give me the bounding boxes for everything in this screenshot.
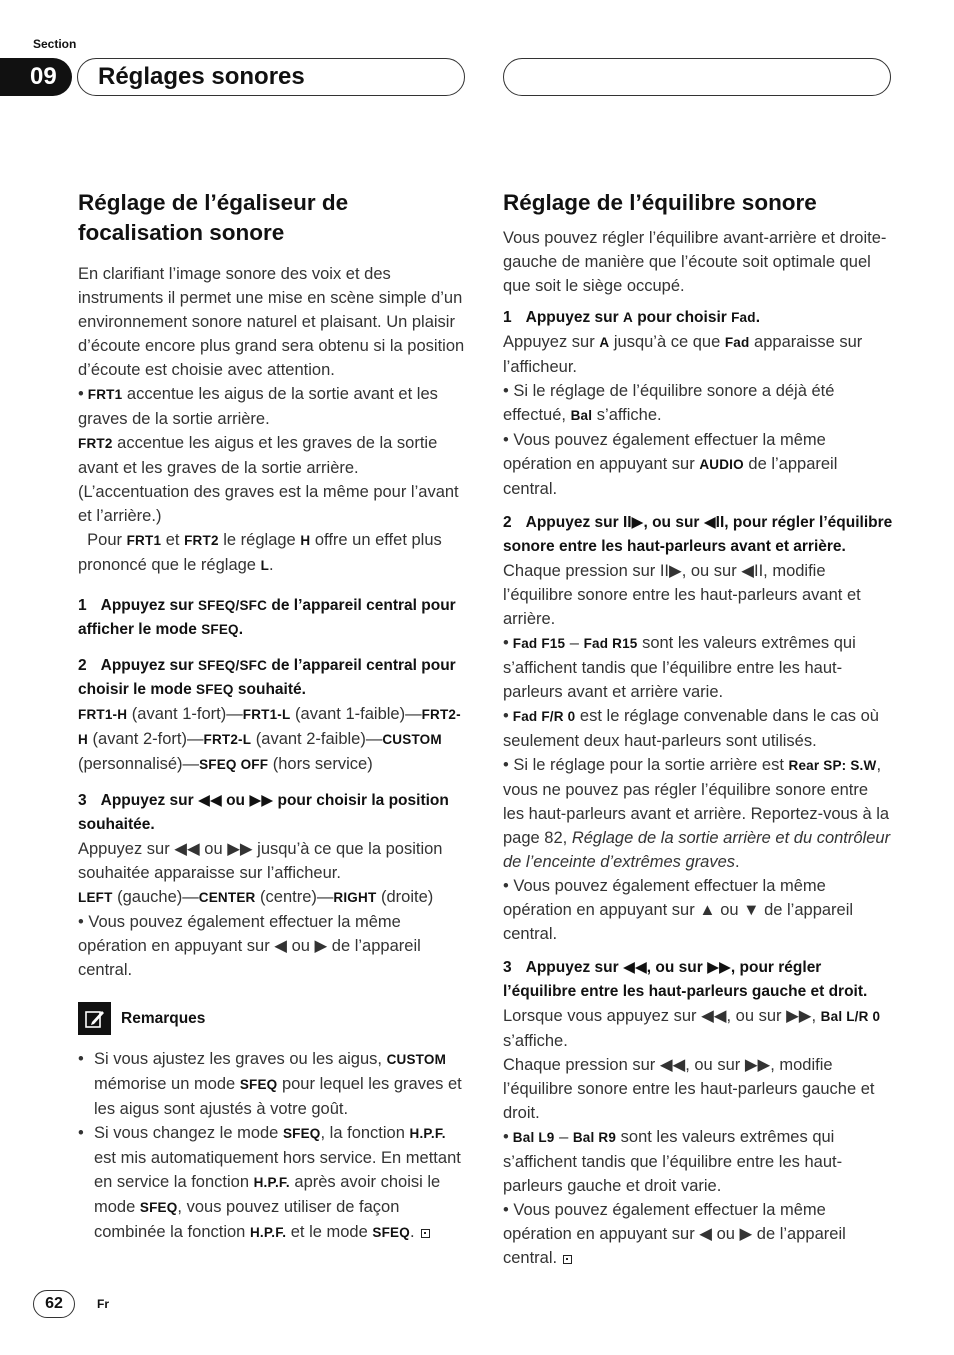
text: (avant 1-faible)— (290, 705, 422, 723)
step-2-bullet-4: • Vous pouvez également effectuer la même opération en appuyant sur ▲ ou ▼ de l’appareil central. (503, 877, 854, 943)
key-fad-fr0: Fad F/R 0 (512, 709, 576, 724)
bullet: • (78, 1050, 84, 1068)
key-bal-r9: Bal R9 (572, 1130, 617, 1145)
section-title: Réglages sonores (98, 63, 305, 90)
key-bal-lr0: Bal L/R 0 (820, 1009, 881, 1024)
key-frt2: FRT2 (184, 533, 219, 548)
mode-frt2-l: FRT2-L (203, 732, 252, 747)
text: , la fonction (320, 1124, 410, 1142)
step-2-bullet-1 (503, 631, 893, 704)
key-sfeq: SFEQ (282, 1126, 321, 1141)
text: de l’appareil central pour choisir le mode (78, 657, 456, 698)
text: (gauche)— (112, 888, 199, 906)
text: Appuyez sur (100, 657, 198, 674)
text: , vous ne pouvez pas régler l’équilibre sonore entre les haut-parleurs avant et arrière. Reportez-vous à la page 82, (503, 756, 890, 847)
bullet: • (503, 634, 509, 652)
pos-left: LEFT (78, 890, 113, 905)
language-code: Fr (97, 1297, 109, 1311)
text: après avoir choisi le mode (94, 1173, 441, 1216)
text: . (735, 853, 740, 871)
step-number: 3 (503, 959, 512, 976)
key-sfeq: SFEQ (372, 1225, 410, 1240)
key-rear-sp-sw: Rear SP: S.W (788, 758, 877, 773)
step-2-bullet-3 (503, 753, 893, 874)
key-custom: CUSTOM (386, 1052, 447, 1067)
heading-focus-equalizer: Réglage de l’égaliseur de focalisation sonore (78, 190, 349, 245)
text: Appuyez sur ◀◀ ou ▶▶ pour choisir la position souhaitée. (78, 792, 449, 833)
heading-balance: Réglage de l’équilibre sonore (503, 190, 817, 215)
section-title-box (77, 58, 465, 96)
key-hpf: H.P.F. (253, 1175, 290, 1190)
key-h: H (300, 533, 311, 548)
key-fad: Fad (724, 335, 750, 350)
step-2 (503, 511, 893, 559)
key-hpf: H.P.F. (409, 1126, 446, 1141)
text: Appuyez sur ◀◀, ou sur ▶▶, pour régler l’équilibre entre les haut-parleurs gauche et droit. (503, 959, 868, 1000)
key-fad-f15: Fad F15 (512, 636, 566, 651)
key-a: A (622, 310, 633, 325)
text: Si vous ajustez les graves ou les aigus, (94, 1050, 387, 1068)
pos-center: CENTER (198, 890, 256, 905)
step-2-bullet-2 (503, 704, 893, 753)
key-frt1: FRT1 (87, 387, 123, 402)
text: – (565, 634, 584, 652)
step-2 (78, 654, 466, 702)
text: Appuyez sur II▶, ou sur ◀II, pour régler l’équilibre sonore entre les haut-parleurs avant et arrière. (503, 514, 893, 555)
text: s’affiche. (503, 1032, 568, 1050)
text: . (409, 1223, 415, 1241)
empty-title-box (503, 58, 891, 96)
bullet: • (78, 385, 84, 403)
step-number: 3 (78, 792, 87, 809)
text: Appuyez sur (525, 309, 623, 326)
text: – (554, 1128, 573, 1146)
text: offre un effet plus prononcé que le réglage (78, 531, 442, 574)
step-3-bullet-2 (503, 1198, 893, 1270)
text: sont les valeurs extrêmes qui s’affichent tandis que l’équilibre entre les haut-parleurs avant et arrière varie. (503, 634, 856, 701)
step-3 (503, 956, 893, 1004)
key-frt2: FRT2 (78, 436, 113, 451)
text: Lorsque vous appuyez sur ◀◀, ou sur ▶▶, (503, 1007, 821, 1025)
note-1 (78, 1047, 466, 1121)
pour-paragraph (78, 528, 466, 578)
notes-label: Remarques (121, 1009, 206, 1027)
step-number: 1 (78, 597, 87, 614)
note-2 (78, 1121, 466, 1245)
cross-reference: Réglage de la sortie arrière et du contrôleur de l’enceinte d’extrêmes graves (503, 829, 891, 871)
step-3-body: Appuyez sur ◀◀ ou ▶▶ jusqu’à ce que la position souhaitée apparaisse sur l’afficheur. (78, 840, 443, 882)
text: de l’appareil central pour afficher le mode (78, 597, 456, 638)
text: pour choisir (632, 309, 732, 326)
intro-paragraph: Vous pouvez régler l’équilibre avant-arrière et droite-gauche de manière que l’écoute soit optimale quel que soit le siège occupé. (503, 229, 887, 295)
mode-frt2-h: FRT2-H (78, 707, 461, 747)
bullet: • (503, 1128, 509, 1146)
text: pour lequel les graves et les aigus sont ajustés à votre goût. (94, 1075, 462, 1118)
text: (centre)— (255, 888, 334, 906)
key-fad-r15: Fad R15 (583, 636, 638, 651)
text: , vous pouvez utiliser de façon combinée la fonction (94, 1198, 400, 1241)
text: (droite) (376, 888, 434, 906)
left-column (78, 188, 466, 1245)
text: Pour (87, 531, 127, 549)
frt2-description (78, 431, 466, 528)
key-audio: AUDIO (699, 457, 744, 472)
text: s’affiche. (592, 406, 662, 424)
text: et le mode (286, 1223, 373, 1241)
pencil-icon (78, 1002, 111, 1035)
text: de l’appareil central. (503, 455, 838, 498)
text: • Si le réglage de l’équilibre sonore a déjà été effectué, (503, 382, 835, 424)
key-sfeq-sfc: SFEQ/SFC (197, 598, 268, 613)
text: apparaisse sur l’afficheur. (503, 333, 863, 376)
key-bal-l9: Bal L9 (512, 1130, 555, 1145)
step-3-bullet-1 (503, 1125, 893, 1198)
text: (avant 2-fort)— (87, 730, 204, 748)
right-column (503, 188, 893, 1270)
key-sfeq-sfc: SFEQ/SFC (197, 658, 268, 673)
text: . (269, 556, 274, 574)
text: accentue les aigus de la sortie avant et les graves de la sortie arrière. (78, 385, 438, 428)
intro-paragraph: En clarifiant l’image sonore des voix et des instruments il permet une mise en scène simple d’un environnement sonore naturel et plaisant. Un plaisir d’écoute encore plus grand sera obtenu si la position d’écoute est choisie avec attention. (78, 265, 465, 379)
key-sfeq: SFEQ (201, 622, 239, 637)
text: • Vous pouvez également effectuer la même opération en appuyant sur (503, 431, 826, 473)
text: . (238, 621, 244, 638)
page-number: 62 (33, 1290, 75, 1318)
section-label: Section (33, 37, 77, 51)
step-number: 2 (78, 657, 87, 674)
key-l: L (260, 558, 270, 573)
step-1-bullet-2 (503, 428, 893, 501)
key-sfeq: SFEQ (139, 1200, 178, 1215)
text: souhaité. (233, 681, 306, 698)
text: jusqu’à ce que (609, 333, 725, 351)
step-2-body: Chaque pression sur II▶, ou sur ◀II, modifie l’équilibre sonore entre les haut-parleurs avant et arrière. (503, 562, 861, 628)
text: le réglage (218, 531, 301, 549)
notes-header (78, 1002, 466, 1035)
text: • Si le réglage pour la sortie arrière est (503, 756, 789, 774)
text: est mis automatiquement hors service. En mettant en service la fonction (94, 1149, 461, 1191)
step-number: 1 (503, 309, 512, 326)
step-number: 2 (503, 514, 512, 531)
key-sfeq: SFEQ (196, 682, 234, 697)
text: Appuyez sur (100, 597, 198, 614)
text: (avant 2-faible)— (251, 730, 383, 748)
step-1-bullet-1 (503, 379, 893, 428)
pos-right: RIGHT (333, 890, 377, 905)
mode-frt1-h: FRT1-H (78, 707, 128, 722)
text: Appuyez sur (503, 333, 600, 351)
mode-sfeq-off: SFEQ OFF (199, 757, 269, 772)
key-a: A (599, 335, 610, 350)
step-1-body (503, 330, 893, 379)
step-1 (78, 594, 466, 642)
mode-frt1-l: FRT1-L (242, 707, 291, 722)
text: mémorise un mode (94, 1075, 240, 1093)
bullet: • (503, 707, 509, 725)
key-hpf: H.P.F. (249, 1225, 287, 1240)
position-list (78, 885, 466, 910)
key-bal: Bal (570, 408, 593, 423)
frt1-description (78, 382, 466, 431)
sfeq-modes-list (78, 702, 466, 777)
step-3-bullet: • Vous pouvez également effectuer la même opération en appuyant sur ◀ ou ▶ de l’appareil central. (78, 913, 421, 979)
end-mark-icon (421, 1229, 430, 1238)
text: et (161, 531, 185, 549)
mode-custom: CUSTOM (382, 732, 442, 747)
text: (avant 1-fort)— (127, 705, 243, 723)
key-sfeq: SFEQ (239, 1077, 278, 1092)
key-fad: Fad (731, 310, 756, 325)
step-1 (503, 306, 893, 330)
step-3-body (503, 1004, 893, 1053)
text: accentue les aigus et les graves de la sortie avant et les graves de la sortie arrière. (L’accentuation des graves est la même pour l’avant et l’arrière.) (78, 434, 459, 525)
step-3 (78, 789, 466, 837)
section-number-badge: 09 (0, 58, 72, 96)
step-3-body-2: Chaque pression sur ◀◀, ou sur ▶▶, modifie l’équilibre sonore entre les haut-parleurs gauche et droit. (503, 1056, 875, 1122)
end-mark-icon (563, 1255, 572, 1264)
bullet: • (78, 1124, 84, 1142)
text: Si vous changez le mode (94, 1124, 283, 1142)
text: (hors service) (268, 755, 373, 773)
text: sont les valeurs extrêmes qui s’affichent tandis que l’équilibre entre les haut-parleurs gauche et droit varie. (503, 1128, 843, 1195)
text: • Vous pouvez également effectuer la même opération en appuyant sur ◀ ou ▶ de l’appareil central. (503, 1201, 846, 1267)
text: est le réglage convenable dans le cas où seulement deux haut-parleurs sont utilisés. (503, 707, 879, 750)
text: (personnalisé)— (78, 755, 200, 773)
key-frt1: FRT1 (126, 533, 162, 548)
text: . (755, 309, 761, 326)
